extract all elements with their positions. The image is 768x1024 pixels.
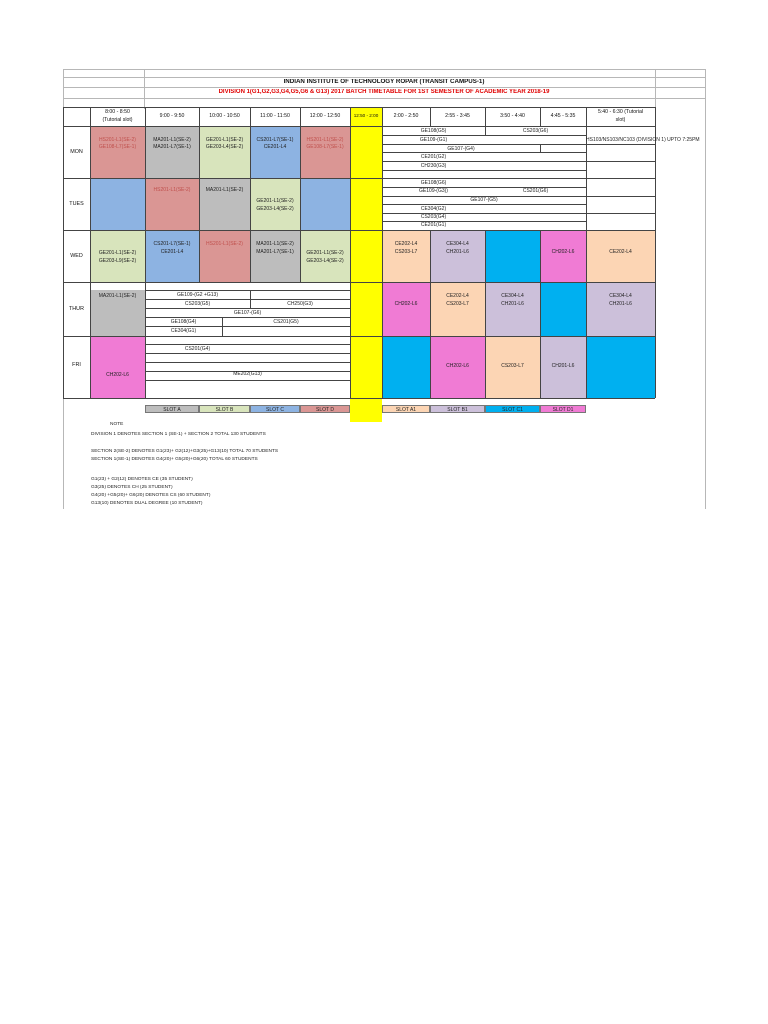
border — [145, 317, 350, 318]
course-cell: GE203-L9(SE-2) — [98, 258, 137, 264]
course-cell: CS203-L7 — [446, 301, 469, 307]
border — [350, 107, 351, 398]
course-cell: CS201-L7(SE-1) — [153, 241, 191, 247]
legend-slot-b: SLOT B — [199, 405, 250, 413]
border — [145, 362, 350, 363]
lunch-column — [350, 107, 382, 422]
border — [199, 107, 200, 230]
border — [382, 170, 586, 171]
border — [586, 196, 655, 197]
border — [540, 144, 541, 152]
course-cell: CE304-L4 — [609, 293, 632, 299]
course-cell: CS201-L7(SE-1) — [256, 137, 294, 143]
header-1400: 2:00 - 2:50 — [393, 113, 419, 119]
course-cell: HS201-L1(SE-2) — [306, 137, 344, 143]
course-cell: GE107-(G4) — [447, 146, 475, 152]
border — [145, 308, 350, 309]
thu-slot-d1-1400 — [382, 282, 430, 336]
border — [63, 126, 655, 127]
tue-slot-d-0900 — [145, 178, 199, 230]
wed-slot-b-1200 — [300, 230, 350, 282]
border — [382, 161, 586, 162]
course-cell: GE201-L1(SE-2) — [256, 198, 294, 204]
legend-slot-d1: SLOT D1 — [540, 405, 586, 413]
day-mon: MON — [70, 149, 83, 155]
course-cell: MA201-L1(SE-2) — [153, 137, 191, 143]
course-cell: GE109-(G3)) — [419, 188, 448, 194]
course-cell: CE201(G2) — [420, 154, 447, 160]
course-cell: CS203(G6) — [522, 128, 549, 134]
legend-slot-d: SLOT D — [300, 405, 350, 413]
course-cell: MA201-L1(SE-2) — [205, 187, 244, 193]
tue-slot-c-1200 — [300, 178, 350, 230]
legend-slot-c: SLOT C — [250, 405, 300, 413]
course-cell: CE304(G1) — [170, 328, 197, 334]
border — [382, 135, 586, 136]
legend-slot-a1: SLOT A1 — [382, 405, 430, 413]
day-wed: WED — [70, 253, 83, 259]
fri-slot-c1-1400 — [382, 336, 430, 398]
wed-slot-c-0900 — [145, 230, 199, 282]
mon-slot-a-0900 — [145, 126, 199, 178]
course-cell: HS201-L1(SE-2) — [99, 137, 136, 143]
course-cell: CH250(G3) — [287, 301, 313, 307]
course-cell: GE108-L7(SE-1) — [98, 144, 137, 150]
border — [586, 213, 655, 214]
border — [540, 230, 541, 398]
mon-slot-b-1000 — [199, 126, 250, 178]
thu-slot-b1-1550 — [485, 282, 540, 336]
wed-slot-c1-1550 — [485, 230, 540, 282]
border — [145, 290, 350, 291]
header-lunch: 12:50 - 2:00 — [353, 113, 379, 118]
thu-slot-a1-1455 — [430, 282, 485, 336]
course-cell: CS203(G4) — [420, 214, 447, 220]
border — [145, 326, 350, 327]
border — [145, 353, 350, 354]
border — [382, 144, 586, 145]
wed-slot-d1-1645 — [540, 230, 586, 282]
day-fri: FRI — [72, 362, 81, 368]
border — [145, 380, 350, 381]
grid-line — [705, 69, 706, 509]
note-line: DIVISION 1 DENOTES SECTION 1 (SE-1) + SECTION 2 TOTAL 130 STUDENTS — [91, 432, 266, 437]
course-cell: CH201-L6 — [551, 363, 575, 369]
course-cell: CS203-L7 — [394, 249, 418, 255]
mon-slot-c-1100 — [250, 126, 300, 178]
course-cell: CE202-L4 — [446, 293, 469, 299]
course-cell: CH202-L6 — [106, 372, 129, 378]
tue-slot-b-1100 — [250, 178, 300, 230]
wed-slot-a-1100 — [250, 230, 300, 282]
grid-line — [63, 87, 705, 88]
course-cell: CH202-L6 — [394, 301, 418, 307]
header-1100: 11:00 - 11:50 — [260, 113, 290, 119]
legend-slot-c1: SLOT C1 — [485, 405, 540, 413]
course-cell: CE202-L4 — [394, 241, 418, 247]
course-cell: GE108(G6) — [420, 180, 447, 186]
course-cell: GE201-L1(SE-2) — [205, 137, 244, 143]
tue-slot-c-0800 — [90, 178, 145, 230]
legend-slot-a: SLOT A — [145, 405, 199, 413]
border — [145, 344, 350, 345]
course-cell: GE107-(G5) — [470, 197, 498, 203]
course-cell: HS201-L1(SE-2) — [206, 241, 243, 247]
border — [63, 336, 655, 337]
header-1455: 2:55 - 3:45 — [445, 113, 470, 119]
border — [63, 230, 655, 231]
wed-slot-a1-1740 — [586, 230, 655, 282]
course-cell: GE203-L4(SE-2) — [256, 206, 294, 212]
course-cell: HS201-L1(SE-2) — [153, 187, 191, 193]
border — [430, 230, 431, 398]
header-1740-line1: 5:40 - 6:30 (Tutorial — [597, 109, 644, 115]
course-cell: GE201-L1(SE-2) — [98, 250, 137, 256]
course-cell: CS203-L7 — [501, 363, 524, 369]
border — [586, 144, 655, 145]
note-line: SECTION 2(SE-2) DENOTES G1(23)+ G2(12)+G3(25)+G13(10) TOTAL 70 STUDENTS — [91, 449, 279, 454]
course-cell: CH201-L6 — [501, 301, 524, 307]
course-cell: GE109-(G1) — [419, 137, 448, 143]
course-cell: GE109-(G2 +G13) — [177, 292, 218, 298]
course-cell: CE201-L4 — [160, 249, 184, 255]
fri-slot-c1-1740 — [586, 336, 655, 398]
course-cell: CE304(G2) — [420, 206, 447, 212]
course-cell: CE202-L4 — [609, 249, 632, 255]
thu-slot-b1-1740 — [586, 282, 655, 336]
course-cell: MA201-L7(SE-1) — [153, 144, 191, 150]
legend-slot-b1: SLOT B1 — [430, 405, 485, 413]
tue-slot-a-1000 — [199, 178, 250, 230]
page-subtitle: DIVISION 1(G1,G2,G3,G4,G5,G6 & G13) 2017 BATCH TIMETABLE FOR 1ST SEMESTER OF ACADEMIC YEAR 2018-19 — [218, 89, 550, 95]
border — [586, 161, 655, 162]
border — [250, 107, 251, 282]
thu-slot-c1-1645 — [540, 282, 586, 336]
course-cell: MA201-L1(SE-2) — [98, 293, 137, 299]
course-cell: GE107-(G6) — [233, 310, 262, 316]
course-cell: ME202(G13) — [233, 371, 262, 377]
header-0800-line2: (Tutorial slot) — [102, 117, 133, 123]
header-1550: 3:50 - 4:40 — [500, 113, 525, 119]
course-cell: CS201(G4) — [184, 346, 211, 352]
border — [63, 282, 655, 283]
note-line: G13(10) DENOTES DUAL DEGREE (10 STUDENT) — [91, 501, 203, 506]
wed-slot-b-0800 — [90, 230, 145, 282]
course-cell: CS203(G5) — [184, 301, 211, 307]
wed-slot-b1-1455 — [430, 230, 485, 282]
course-cell: GE203-L4(SE-2) — [306, 258, 344, 264]
page-title: INDIAN INSTITUTE OF TECHNOLOGY ROPAR (TRANSIT CAMPUS-1) — [283, 79, 485, 85]
wed-slot-d-1000 — [199, 230, 250, 282]
border — [485, 230, 486, 398]
grid-line — [63, 98, 705, 99]
border — [382, 152, 586, 153]
border — [63, 107, 655, 108]
note-heading: NOTE — [110, 422, 124, 427]
header-1200: 12:00 - 12:50 — [309, 113, 341, 119]
header-1645: 4:45 - 5:35 — [550, 113, 576, 119]
course-cell: CE201-L4 — [263, 144, 287, 150]
evening-slot-note: HS103/NS103/NC103 (DIVISION 1) UPTO 7:25PM — [586, 137, 700, 143]
course-cell: CH230(G3) — [420, 163, 447, 169]
course-cell: MA201-L7(SE-1) — [256, 249, 294, 255]
course-cell: CE201(G1) — [420, 222, 447, 228]
course-cell: CH202-L6 — [551, 249, 575, 255]
fri-slot-d-0800 — [90, 336, 145, 398]
note-line: G4(20) +G5(20)+ G6(20) DENOTES CS (60 STUDENT) — [91, 493, 211, 498]
grid-line — [63, 77, 705, 78]
course-cell: GE108(G4) — [170, 319, 197, 325]
border — [145, 299, 350, 300]
course-cell: GE108(G5) — [420, 128, 447, 134]
border — [63, 178, 655, 179]
course-cell: CH201-L6 — [446, 249, 469, 255]
border — [382, 204, 586, 205]
grid-line — [63, 69, 705, 70]
course-cell: CH202-L6 — [446, 363, 469, 369]
day-thu: THUR — [69, 306, 84, 312]
course-cell: CE304-L4 — [501, 293, 524, 299]
mon-slot-d-1200 — [300, 126, 350, 178]
note-line: SECTION 1(SE-1) DENOTES G4(20)+ G5(20)+G6(20) TOTAL 60 STUDENTS — [91, 457, 258, 462]
header-1740-line2: slot) — [615, 117, 626, 123]
border — [199, 230, 200, 282]
border — [655, 107, 656, 398]
course-cell: CH201-L6 — [609, 301, 632, 307]
header-1000: 10:00 - 10:50 — [209, 113, 240, 119]
header-0800-line1: 8:00 - 8:50 — [105, 109, 130, 115]
course-cell: GE203-L4(SE-2) — [205, 144, 244, 150]
course-cell: MA201-L1(SE-2) — [256, 241, 294, 247]
note-line: G3(25) DENOTES CH (25 STUDENT) — [91, 485, 173, 490]
course-cell: CE304-L4 — [446, 241, 469, 247]
course-cell: GE108-L7(SE-1) — [306, 144, 344, 150]
course-cell: GE201-L1(SE-2) — [306, 250, 344, 256]
border — [63, 398, 655, 399]
mon-slot-d-0800 — [90, 126, 145, 178]
header-0900: 9:00 - 9:50 — [159, 113, 185, 119]
day-tue: TUES — [69, 201, 84, 207]
wed-slot-a1-1400 — [382, 230, 430, 282]
course-cell: CS201(G5) — [273, 319, 299, 325]
course-cell: CS201(G6) — [522, 188, 549, 194]
note-line: G1(23) + G2(12) DENOTES CE (35 STUDENT) — [91, 477, 193, 482]
